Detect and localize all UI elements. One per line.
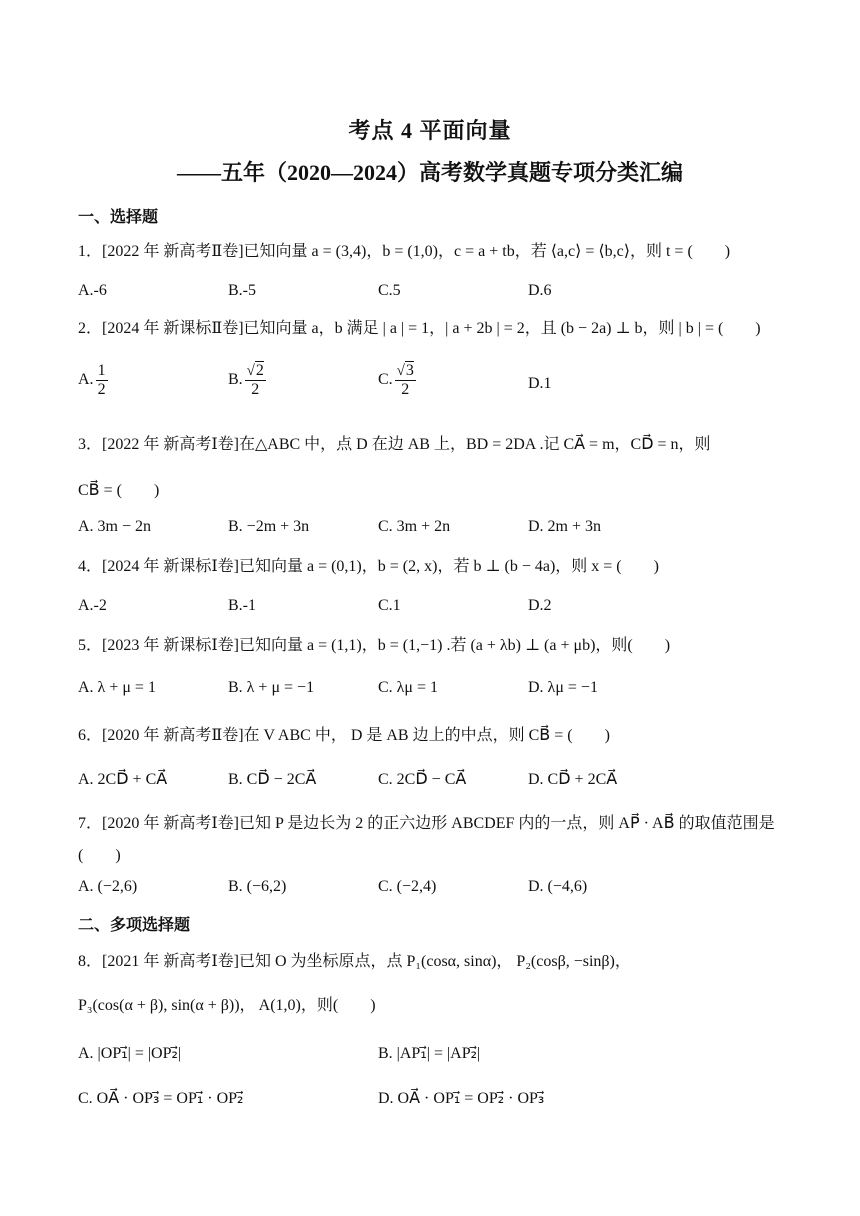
question-2-option-d: D.1 — [528, 375, 552, 392]
fraction-sqrt3-over-2 — [395, 362, 416, 399]
question-3-option-b: B. −2m + 3n — [228, 518, 310, 535]
question-4-option-b: B.-1 — [228, 597, 256, 614]
question-7-option-d: D. (−4,6) — [528, 878, 588, 895]
question-2-option-b-label: B. — [228, 371, 243, 389]
question-6-options — [78, 769, 788, 795]
question-2-option-b — [228, 362, 266, 399]
fraction-sqrt2-over-2 — [245, 362, 266, 399]
fraction-denominator: 2 — [401, 381, 410, 398]
question-3-option-a: A. 3m − 2n — [78, 518, 152, 535]
sqrt-symbol: √ — [396, 363, 405, 379]
section-heading-multiple-choice: 二、多项选择题 — [78, 917, 191, 934]
fraction-denominator: 2 — [251, 381, 260, 398]
question-6-stem: 6．[2020 年 新高考Ⅱ卷]在 V ABC 中， D 是 AB 边上的中点，则 CB⃗ = ( ) — [78, 727, 610, 744]
question-7-options — [78, 878, 788, 904]
fraction-numerator: 1 — [97, 362, 106, 379]
question-7-option-a: A. (−2,6) — [78, 878, 138, 895]
sqrt-symbol: √ — [246, 363, 255, 379]
question-2-option-a-label: A. — [78, 371, 94, 389]
question-3-stem-line-2: CB⃗ = ( ) — [78, 482, 160, 499]
question-5-stem: 5．[2023 年 新课标Ⅰ卷]已知向量 a = (1,1)，b = (1,−1) .若 (a + λb) ⊥ (a + μb)，则( ) — [78, 637, 671, 654]
question-4-option-a: A.-2 — [78, 597, 107, 614]
question-5-option-c: C. λμ = 1 — [378, 679, 439, 696]
page-title: 考点 4 平面向量 — [348, 118, 512, 143]
question-3-option-c: C. 3m + 2n — [378, 518, 451, 535]
question-8-options-row-1 — [78, 1043, 788, 1069]
section-heading-single-choice: 一、选择题 — [78, 209, 159, 226]
question-3-stem-line-1: 3．[2022 年 新高考Ⅰ卷]在△ABC 中，点 D 在边 AB 上，BD = 2DA .记 CA⃗ = m，CD⃗ = n，则 — [78, 436, 711, 453]
question-8-option-d: D. OA⃗ · OP₁⃗ = OP₂⃗ · OP₃⃗ — [378, 1090, 545, 1107]
question-2-stem: 2．[2024 年 新课标Ⅱ卷]已知向量 a，b 满足 | a | = 1，| a + 2b | = 2，且 (b − 2a) ⊥ b，则 | b | = ( ) — [78, 320, 761, 337]
question-2-option-a — [78, 362, 108, 399]
question-6-option-b: B. CD⃗ − 2CA⃗ — [228, 771, 317, 788]
question-1-stem: 1．[2022 年 新高考Ⅱ卷]已知向量 a = (3,4)，b = (1,0)，c = a + tb，若 ⟨a,c⟩ = ⟨b,c⟩，则 t = ( ) — [78, 243, 731, 260]
fraction-denominator: 2 — [97, 381, 106, 398]
fraction-one-half — [96, 362, 108, 399]
question-7-option-b: B. (−6,2) — [228, 878, 287, 895]
question-1-option-d: D.6 — [528, 282, 552, 299]
question-1-options — [78, 282, 788, 308]
question-2-options — [78, 362, 788, 412]
question-6-option-c: C. 2CD⃗ − CA⃗ — [378, 771, 467, 788]
question-7-stem: 7．[2020 年 新高考Ⅰ卷]已知 P 是边长为 2 的正六边形 ABCDEF 内的一点，则 AP⃗ · AB⃗ 的取值范围是( ) — [78, 815, 775, 864]
question-1-option-c: C.5 — [378, 282, 401, 299]
question-8-options-row-2 — [78, 1088, 788, 1114]
question-7-option-c: C. (−2,4) — [378, 878, 437, 895]
question-6-option-d: D. CD⃗ + 2CA⃗ — [528, 771, 618, 788]
question-3-option-d: D. 2m + 3n — [528, 518, 602, 535]
question-4-options — [78, 597, 788, 623]
question-2-option-c — [378, 362, 416, 399]
question-5-option-a: A. λ + μ = 1 — [78, 679, 156, 696]
question-2-option-c-label: C. — [378, 371, 393, 389]
question-8-stem-line-1: 8．[2021 年 新高考Ⅰ卷]已知 O 为坐标原点，点 P₁(cosα, sinα)， P₂(cosβ, −sinβ)， — [78, 953, 631, 970]
question-8-stem-line-2: P₃(cos(α + β), sin(α + β))， A(1,0)，则( ) — [78, 997, 376, 1014]
question-5-option-d: D. λμ = −1 — [528, 679, 598, 696]
question-4-stem: 4．[2024 年 新课标Ⅰ卷]已知向量 a = (0,1)，b = (2, x)，若 b ⊥ (b − 4a)，则 x = ( ) — [78, 558, 659, 575]
question-8-option-c: C. OA⃗ · OP₃⃗ = OP₁⃗ · OP₂⃗ — [78, 1090, 244, 1107]
question-3-options — [78, 518, 788, 544]
question-6-option-a: A. 2CD⃗ + CA⃗ — [78, 771, 168, 788]
question-1-option-a: A.-6 — [78, 282, 107, 299]
question-5-option-b: B. λ + μ = −1 — [228, 679, 315, 696]
question-5-options — [78, 679, 788, 705]
question-8-option-a: A. |OP₁⃗| = |OP₂⃗| — [78, 1045, 182, 1062]
question-4-option-c: C.1 — [378, 597, 401, 614]
fraction-numerator: 3 — [405, 362, 414, 379]
question-8-option-b: B. |AP₁⃗| = |AP₂⃗| — [378, 1045, 481, 1062]
fraction-numerator: 2 — [255, 362, 264, 379]
question-4-option-d: D.2 — [528, 597, 552, 614]
question-1-option-b: B.-5 — [228, 282, 256, 299]
page-subtitle: ——五年（2020—2024）高考数学真题专项分类汇编 — [176, 160, 683, 185]
